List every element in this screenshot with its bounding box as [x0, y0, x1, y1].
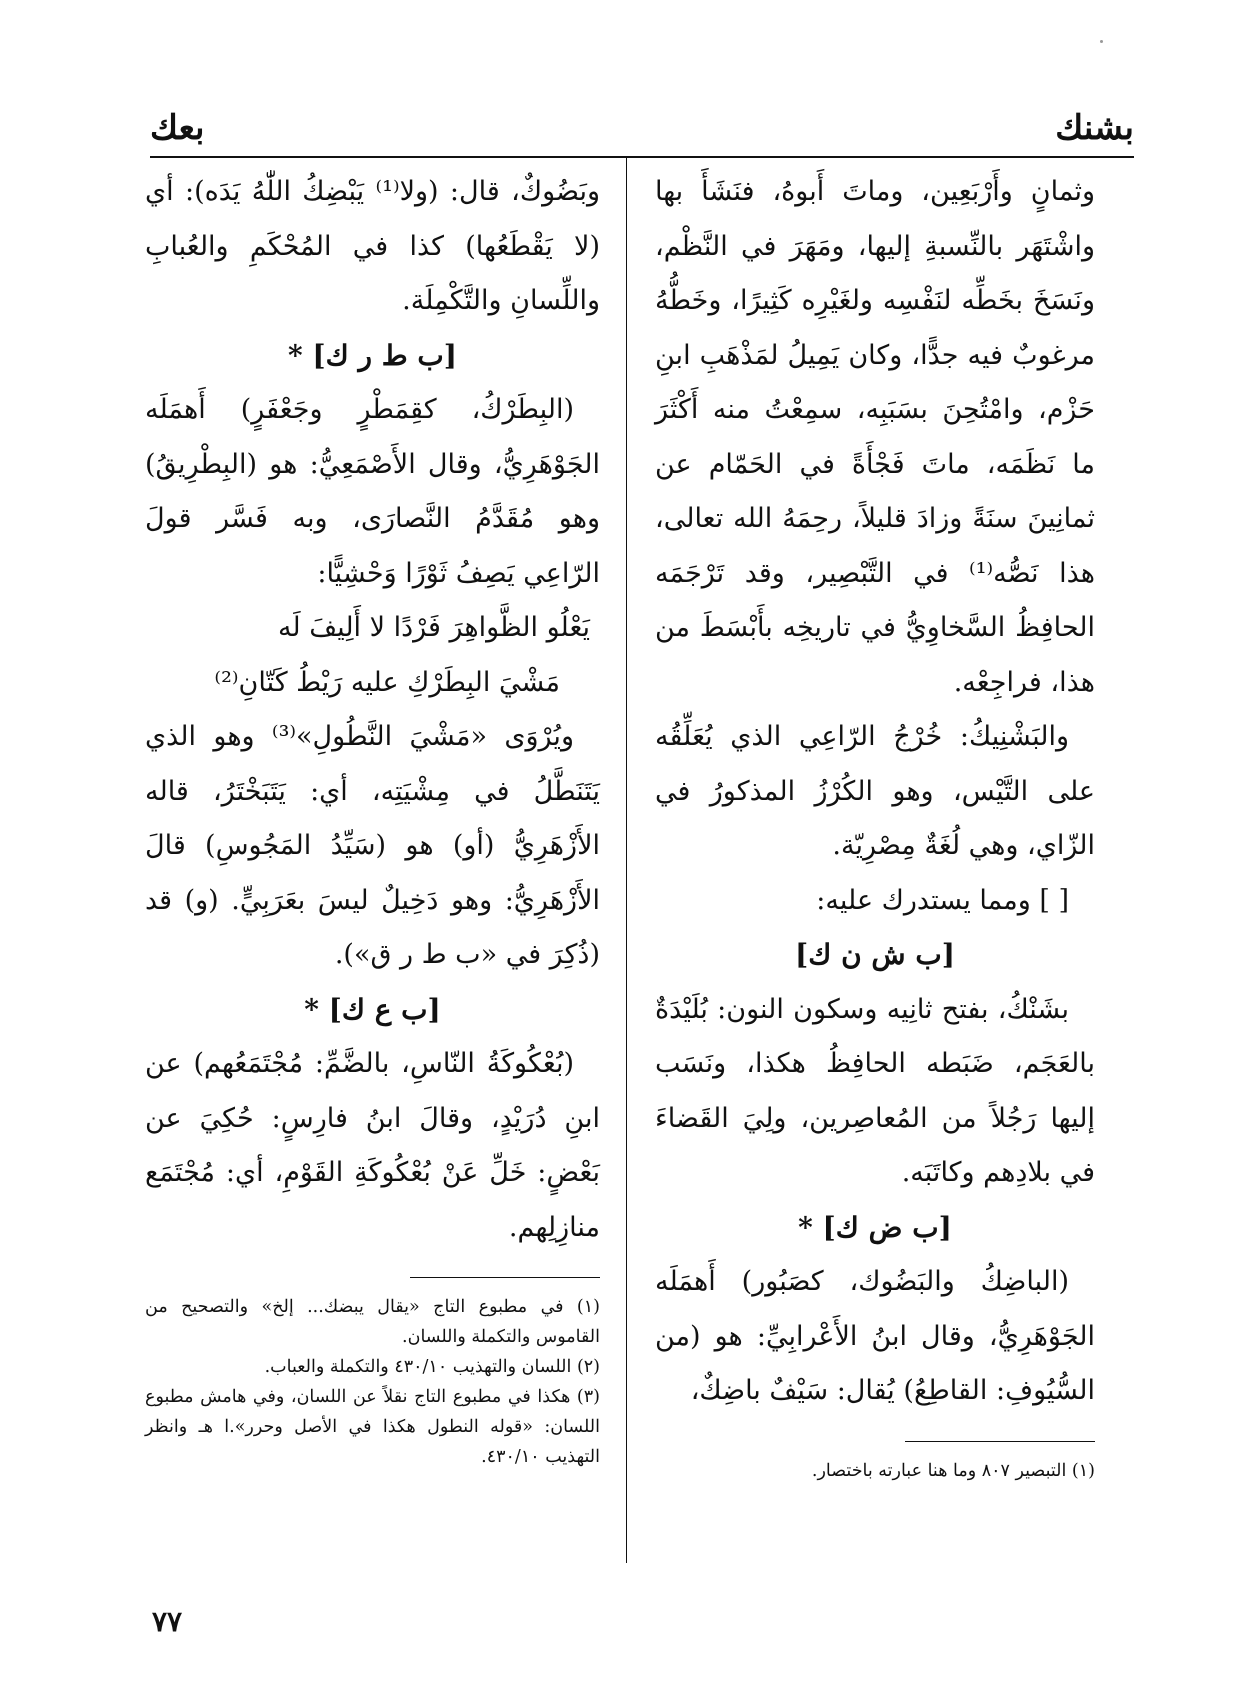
- footnote: (٢) اللسان والتهذيب ٤٣٠/١٠ والتكملة والعباب.: [264, 1357, 600, 1377]
- entry-heading: [ب ع ك] *: [304, 992, 441, 1026]
- verse-line: مَشْيَ البِطَرْكِ عليه رَيْطُ كَتّانِ⁽²⁾: [214, 666, 560, 698]
- footnote: (١) التبصير ٨٠٧ وما هنا عبارته باختصار.: [811, 1460, 1095, 1481]
- entry-heading: [ب ش ن ك]: [795, 938, 955, 971]
- left-column: [145, 165, 600, 1472]
- footnotes: [655, 1456, 1095, 1486]
- entry-paragraph: والبَشْنِيكُ: خُرْجُ الرّاعِي الذي يُعَلِّقُه على التَّيْس، وهو الكُرْزُ المذكورُ في الزّاي، وهي لُغَةٌ مِصْرِيّة.: [655, 721, 1095, 861]
- running-head-right: بشنك: [1055, 108, 1134, 148]
- entry-paragraph: ويُرْوَى «مَشْيَ النَّطُولِ»⁽³⁾ وهو الذي يَتَنَطَّلُ في مِشْيَتِه، أي: يَتَبَخْتَرُ، قاله الأَزْهَرِيُّ (أو) هو (سَيِّدُ المَجُوسِ) قالَ الأَزْهَرِيُّ: وهو دَخِيلٌ ليسَ بعَرَبِيٍّ. (و) قد (ذُكِرَ في «ب ط ر ق»).: [145, 721, 600, 970]
- scan-speck: [1100, 40, 1103, 43]
- running-head-left: بعك: [150, 108, 205, 148]
- supplement-note: [ ] ومما يستدرك عليه:: [816, 884, 1069, 916]
- footnote-rule: [410, 1277, 600, 1278]
- entry-paragraph: (البِطَرْكُ، كقِمَطْرٍ وجَعْفَرٍ) أَهمَلَه الجَوْهَرِيُّ، وقال الأَصْمَعِيُّ: هو (البِطْرِيقُ) وهو مُقَدَّمُ النَّصارَى، وبه فَسَّر قولَ الرّاعِي يَصِفُ ثَوْرًا وَحْشِيًّا:: [145, 394, 600, 589]
- entry-heading: [ب ض ك] *: [798, 1210, 952, 1244]
- entry-paragraph: (بُعْكُوكَةُ النّاسِ، بالضَّمِّ: مُجْتَمَعُهم) عن ابنِ دُرَيْدٍ، وقالَ ابنُ فارِسٍ: حُكِيَ عن بَعْضٍ: خَلِّ عَنْ بُعْكُوكَةِ القَوْمِ، أي: مُجْتَمَع منازِلِهم.: [145, 1048, 600, 1243]
- entry-paragraph: بشَنْكُ، بفتح ثانِيه وسكون النون: بُلَيْدَةٌ بالعَجَم، ضَبَطه الحافِظُ هكذا، ونَسَب إليها رَجُلاً من المُعاصِرين، ولِيَ القَضاءَ في بلادِهم وكاتَبَه.: [655, 993, 1095, 1188]
- footnote-rule: [905, 1441, 1095, 1442]
- right-column: [655, 165, 1095, 1486]
- verse-line: يَعْلُو الظَّواهِرَ فَرْدًا لا أَلِيفَ لَه: [277, 612, 590, 643]
- entry-paragraph: (الباضِكُ والبَضُوك، كصَبُور) أَهمَلَه الجَوْهَرِيُّ، وقال ابنُ الأَعْرابِيِّ: هو (من السُّيُوفِ: القاطِعُ) يُقال: سَيْفٌ باضِكٌ،: [655, 1266, 1095, 1406]
- footnote: (١) في مطبوع التاج «يقال يبضك... إلخ» والتصحيح من القاموس والتكملة واللسان.: [145, 1297, 600, 1347]
- header-rule: [150, 156, 1134, 158]
- entry-paragraph: وثمانٍ وأَرْبَعِين، وماتَ أَبوهُ، فنَشَأَ بها واشْتَهَر بالنِّسبةِ إليها، ومَهَرَ في النَّظْم، ونَسَخَ بخَطِّه لنَفْسِه ولغَيْرِه كَثِيرًا، وخَطُّهُ مرغوبٌ فيه جدًّا، وكان يَمِيلُ لمَذْهَبِ ابنِ حَزْم، وامْتُحِنَ بسَبَبِه، سمِعْتُ منه أَكْثَرَ ما نَظَمَه، ماتَ فَجْأَةً في الحَمّام عن ثمانِينَ سنَةً وزادَ قليلاً، رحِمَهُ الله تعالى، هذا نَصُّه⁽¹⁾ في التَّبْصِير، وقد تَرْجَمَه الحافِظُ السَّخاوِيُّ في تاريخِه بأَبْسَطَ من هذا، فراجِعْه.: [655, 176, 1095, 698]
- footnotes: [145, 1292, 600, 1472]
- entry-heading: [ب ط ر ك] *: [288, 338, 457, 372]
- footnote: (٣) هكذا في مطبوع التاج نقلاً عن اللسان، وفي هامش مطبوع اللسان: «قوله النطول هكذا في الأصل وحرر».ا هـ وانظر التهذيب ٤٣٠/١٠.: [145, 1387, 600, 1467]
- page-header: [150, 108, 1134, 158]
- entry-paragraph: وبَضُوكٌ، قال: (ولا⁽¹⁾ يَبْضِكُ اللّٰهُ يَدَه): أي (لا يَقْطَعُها) كذا في المُحْكَمِ والعُبابِ واللِّسانِ والتَّكْمِلَة.: [145, 176, 600, 316]
- column-divider: [626, 158, 627, 1563]
- page-number: ٧٧: [152, 1605, 183, 1638]
